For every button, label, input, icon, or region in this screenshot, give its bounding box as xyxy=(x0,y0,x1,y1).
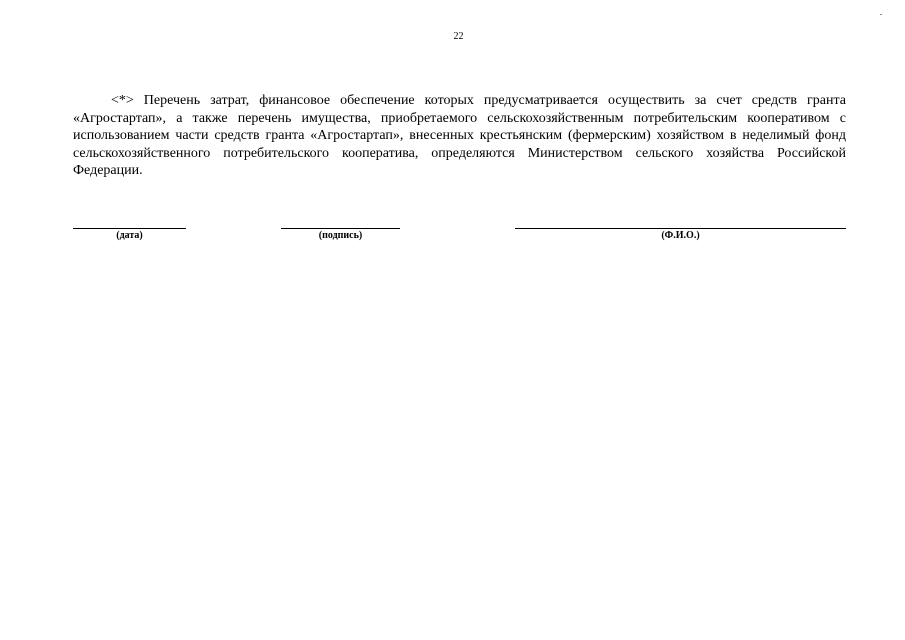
full-name-line xyxy=(515,228,846,229)
signature-line xyxy=(281,228,400,229)
date-signature-field xyxy=(73,228,186,242)
page-number: 22 xyxy=(453,31,464,42)
date-caption: (дата) xyxy=(116,230,143,241)
full-name-caption: (Ф.И.О.) xyxy=(661,230,700,241)
signature-caption: (подпись) xyxy=(318,230,363,241)
signature-field xyxy=(281,228,400,242)
scan-artifact xyxy=(880,14,882,15)
full-name-field xyxy=(515,228,846,242)
date-line xyxy=(73,228,186,229)
footnote-text: <*> Перечень затрат, финансовое обеспечение которых предусматривается осуществить за счет средств гранта «Агростартап», а также перечень имущества, приобретаемого сельскохозяйственным потребительским кооперативом с использованием части средств гранта «Агростартап», внесенных крестьянским (фермерским) хозяйством в неделимый фонд сельскохозяйственного потребительского кооператива, определяются Министерством сельского хозяйства Российской Федерации. xyxy=(73,93,846,178)
footnote xyxy=(73,92,846,180)
